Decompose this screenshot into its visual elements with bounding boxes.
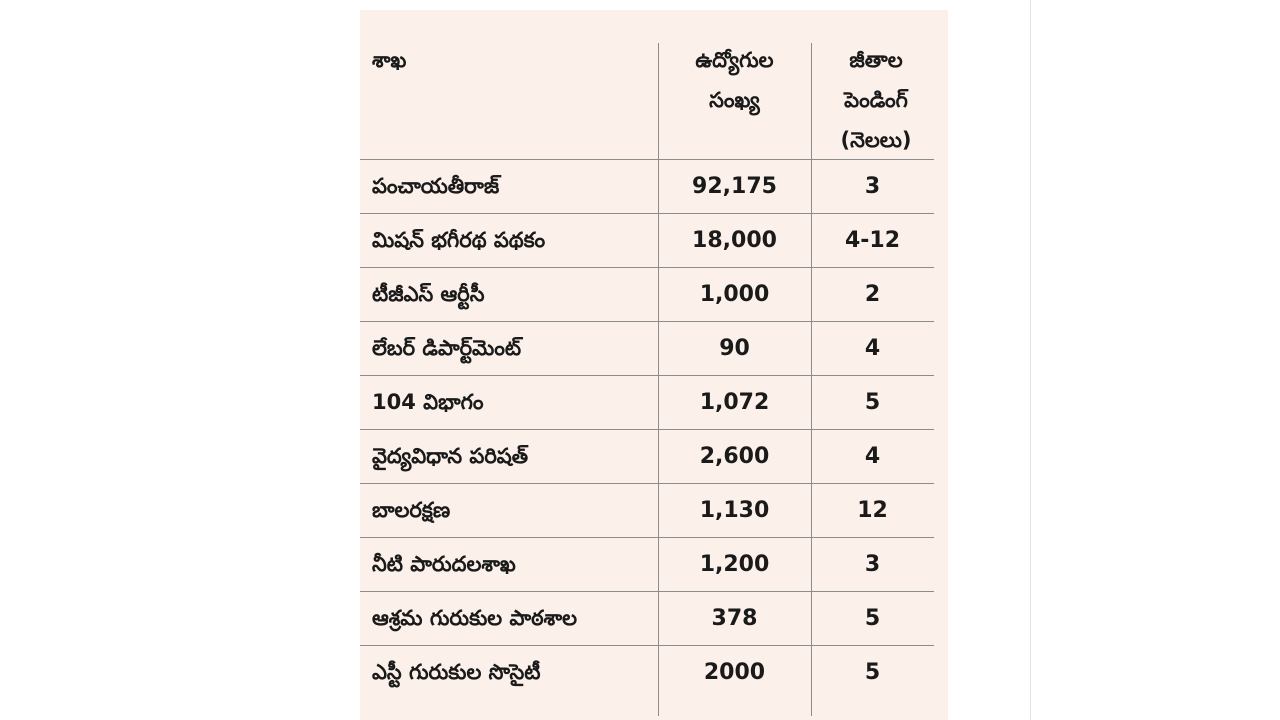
department-cell: పంచాయతీరాజ్: [372, 174, 500, 198]
department-cell: ఆశ్రమ గురుకుల పాఠశాల: [372, 606, 578, 630]
table-body: [360, 159, 934, 699]
department-cell: టీజీఎస్ ఆర్టీసీ: [372, 282, 485, 306]
pending-months-cell: 5: [864, 606, 881, 631]
department-cell: లేబర్ డిపార్ట్‌మెంట్: [372, 336, 522, 360]
table-row: [360, 483, 934, 537]
table-row: [360, 267, 934, 321]
header-pending-months-line: జీతాల: [849, 48, 903, 72]
header-pending-months-line: (నెలలు): [840, 128, 912, 152]
header-employee-count-line: ఉద్యోగుల: [695, 48, 774, 72]
table-row: [360, 321, 934, 375]
pending-months-cell: 2: [864, 282, 881, 307]
employee-count-cell: 1,130: [699, 498, 770, 523]
header-department-label: శాఖ: [372, 48, 407, 72]
pending-months-cell: 12: [857, 498, 888, 523]
pending-months-cell: 3: [864, 174, 881, 199]
department-cell: బాలరక్షణ: [372, 498, 451, 522]
table-row: [360, 591, 934, 645]
employee-count-cell: 1,000: [699, 282, 770, 307]
table-row: [360, 537, 934, 591]
employee-count-cell: 90: [719, 336, 750, 361]
header-pending-months-line: పెండింగ్: [844, 88, 908, 112]
salary-pending-table: [360, 10, 948, 720]
department-cell: నీటి పారుదలశాఖ: [372, 552, 516, 576]
department-cell: ఎస్టీ గురుకుల సొసైటీ: [372, 660, 541, 684]
department-cell: 104 విభాగం: [372, 390, 484, 414]
header-pending-months: [811, 40, 941, 160]
pending-months-cell: 4-12: [844, 228, 901, 253]
employee-count-cell: 1,200: [699, 552, 770, 577]
pending-months-cell: 5: [864, 390, 881, 415]
table-row: [360, 429, 934, 483]
table-row: [360, 213, 934, 267]
table-row: [360, 159, 934, 213]
pending-months-cell: 5: [864, 660, 881, 685]
pending-months-cell: 4: [864, 444, 881, 469]
header-employee-count-line: సంఖ్య: [709, 88, 760, 112]
employee-count-cell: 2,600: [699, 444, 770, 469]
header-department: [372, 40, 406, 80]
header-employee-count: [658, 40, 811, 120]
department-cell: మిషన్ భగీరథ పథకం: [372, 228, 546, 252]
page-divider-line: [1030, 0, 1031, 720]
table-row: [360, 375, 934, 429]
pending-months-cell: 3: [864, 552, 881, 577]
employee-count-cell: 378: [711, 606, 758, 631]
employee-count-cell: 92,175: [692, 174, 777, 199]
department-cell: వైద్యవిధాన పరిషత్: [372, 444, 529, 468]
employee-count-cell: 2000: [703, 660, 766, 685]
employee-count-cell: 18,000: [692, 228, 777, 253]
employee-count-cell: 1,072: [699, 390, 770, 415]
table-row: [360, 645, 934, 699]
pending-months-cell: 4: [864, 336, 881, 361]
